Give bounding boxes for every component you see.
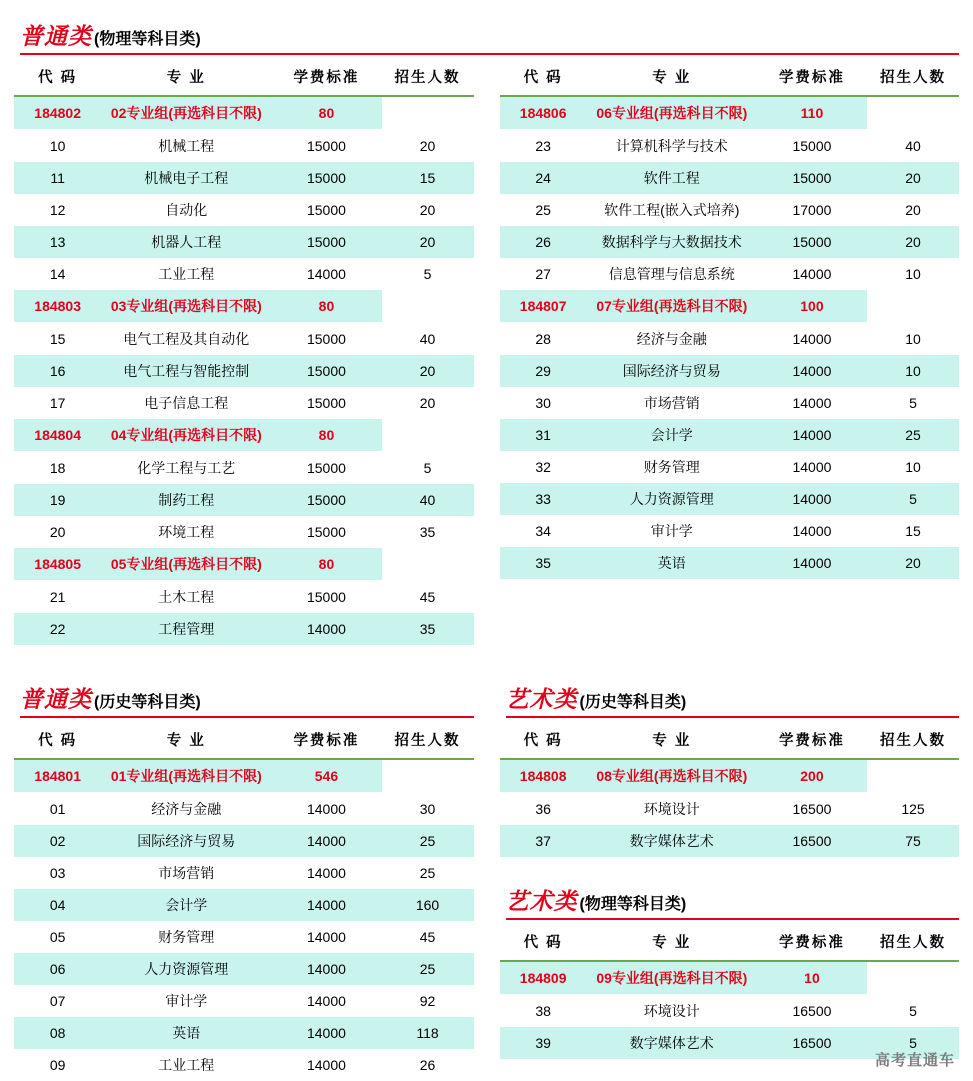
cell-major: 土木工程 — [101, 581, 271, 614]
cell-major: 经济与金融 — [587, 323, 757, 356]
cell-code: 23 — [500, 130, 587, 163]
cell-quota: 20 — [382, 226, 474, 258]
cell-major: 人力资源管理 — [587, 483, 757, 515]
cell-fee: 15000 — [271, 355, 381, 387]
cell-fee: 14000 — [271, 921, 381, 953]
cell-fee: 15000 — [271, 130, 381, 163]
cell-quota: 30 — [382, 793, 474, 826]
cell-quota: 25 — [382, 825, 474, 857]
cell-code: 12 — [14, 194, 101, 226]
cell-fee: 15000 — [271, 516, 381, 548]
group-row — [500, 290, 960, 323]
cell-major: 制药工程 — [101, 484, 271, 516]
major-table — [14, 59, 474, 645]
cell-major: 审计学 — [101, 985, 271, 1017]
cell-code: 03 — [14, 857, 101, 889]
table-row — [500, 130, 960, 163]
section-rule — [20, 53, 959, 55]
group-name: 01专业组(再选科目不限) — [101, 759, 271, 793]
cell-major: 电气工程及其自动化 — [101, 323, 271, 356]
group-code: 184801 — [14, 759, 101, 793]
group-row — [14, 759, 474, 793]
cell-major: 电子信息工程 — [101, 387, 271, 419]
table-row — [14, 484, 474, 516]
column-left — [14, 59, 474, 645]
group-code: 184809 — [500, 961, 587, 995]
header-fee: 学费标准 — [271, 59, 381, 96]
cell-code: 15 — [14, 323, 101, 356]
cell-code: 05 — [14, 921, 101, 953]
table-header-row — [500, 924, 960, 961]
cell-fee: 15000 — [271, 323, 381, 356]
cell-quota: 45 — [382, 921, 474, 953]
cell-quota: 40 — [382, 484, 474, 516]
table-row — [14, 387, 474, 419]
cell-code: 26 — [500, 226, 587, 258]
cell-quota: 10 — [867, 323, 959, 356]
cell-quota: 25 — [382, 857, 474, 889]
table-row — [14, 953, 474, 985]
cell-major: 数字媒体艺术 — [587, 825, 757, 857]
cell-code: 14 — [14, 258, 101, 290]
table-row — [14, 162, 474, 194]
group-row — [500, 759, 960, 793]
cell-code: 29 — [500, 355, 587, 387]
section-title-sub: (历史等科目类) — [94, 694, 201, 711]
cell-fee: 14000 — [271, 825, 381, 857]
cell-major: 软件工程(嵌入式培养) — [587, 194, 757, 226]
section-spacer — [14, 645, 959, 681]
cell-fee: 17000 — [757, 194, 867, 226]
group-code: 184806 — [500, 96, 587, 130]
table-row — [14, 452, 474, 485]
cell-quota: 15 — [382, 162, 474, 194]
cell-fee: 15000 — [271, 194, 381, 226]
table-row — [14, 857, 474, 889]
header-fee: 学费标准 — [757, 722, 867, 759]
header-major: 专 业 — [101, 722, 271, 759]
header-quota: 招生人数 — [382, 722, 474, 759]
cell-fee: 14000 — [271, 953, 381, 985]
group-quota: 80 — [271, 548, 381, 581]
table-row — [500, 323, 960, 356]
cell-quota: 5 — [867, 483, 959, 515]
cell-quota: 5 — [867, 387, 959, 419]
cell-major: 电气工程与智能控制 — [101, 355, 271, 387]
cell-major: 经济与金融 — [101, 793, 271, 826]
cell-code: 07 — [14, 985, 101, 1017]
group-name: 06专业组(再选科目不限) — [587, 96, 757, 130]
table-row — [14, 130, 474, 163]
major-table — [14, 722, 474, 1081]
table-header-row — [14, 722, 474, 759]
cell-code: 02 — [14, 825, 101, 857]
cell-fee: 14000 — [271, 793, 381, 826]
table-row — [500, 451, 960, 483]
table-row — [14, 889, 474, 921]
group-name: 05专业组(再选科目不限) — [101, 548, 271, 581]
cell-code: 13 — [14, 226, 101, 258]
column-right-bottom — [500, 681, 960, 1081]
cell-code: 39 — [500, 1027, 587, 1059]
header-major: 专 业 — [587, 59, 757, 96]
cell-code: 33 — [500, 483, 587, 515]
cell-major: 人力资源管理 — [101, 953, 271, 985]
group-row — [14, 96, 474, 130]
cell-major: 英语 — [587, 547, 757, 579]
cell-fee: 15000 — [271, 581, 381, 614]
cell-fee: 14000 — [271, 857, 381, 889]
table-row — [14, 825, 474, 857]
cell-code: 24 — [500, 162, 587, 194]
cell-major: 信息管理与信息系统 — [587, 258, 757, 290]
cell-quota: 25 — [867, 419, 959, 451]
section-title-sub: (物理等科目类) — [579, 896, 687, 913]
table-row — [500, 387, 960, 419]
table-header-row — [500, 722, 960, 759]
table-row — [14, 516, 474, 548]
cell-major: 环境设计 — [587, 995, 757, 1028]
cell-quota: 45 — [382, 581, 474, 614]
table-row — [500, 419, 960, 451]
cell-quota: 20 — [382, 130, 474, 163]
group-quota: 110 — [757, 96, 867, 130]
cell-quota: 35 — [382, 516, 474, 548]
cell-quota: 5 — [382, 258, 474, 290]
cell-quota: 40 — [382, 323, 474, 356]
cell-fee: 16500 — [757, 793, 867, 826]
header-fee: 学费标准 — [757, 59, 867, 96]
cell-major: 财务管理 — [101, 921, 271, 953]
cell-fee: 14000 — [757, 323, 867, 356]
cell-fee: 15000 — [271, 162, 381, 194]
cell-major: 机械工程 — [101, 130, 271, 163]
table-row — [14, 793, 474, 826]
cell-major: 环境设计 — [587, 793, 757, 826]
column-left-bottom — [14, 681, 474, 1081]
header-quota: 招生人数 — [867, 59, 959, 96]
section-heading — [500, 681, 960, 718]
cell-major: 计算机科学与技术 — [587, 130, 757, 163]
section-putong-wuli — [14, 18, 959, 645]
section-title-sub: (物理等科目类) — [94, 31, 201, 48]
cell-fee: 14000 — [757, 419, 867, 451]
group-quota: 546 — [271, 759, 381, 793]
cell-fee: 15000 — [757, 130, 867, 163]
group-quota: 100 — [757, 290, 867, 323]
cell-code: 01 — [14, 793, 101, 826]
table-row — [14, 985, 474, 1017]
header-major: 专 业 — [587, 722, 757, 759]
section-rule — [506, 716, 960, 718]
cell-code: 21 — [14, 581, 101, 614]
cell-major: 审计学 — [587, 515, 757, 547]
table-row — [500, 162, 960, 194]
cell-quota: 160 — [382, 889, 474, 921]
header-fee: 学费标准 — [757, 924, 867, 961]
cell-code: 27 — [500, 258, 587, 290]
cell-fee: 14000 — [757, 451, 867, 483]
cell-code: 32 — [500, 451, 587, 483]
two-column-layout — [14, 59, 959, 645]
cell-code: 38 — [500, 995, 587, 1028]
group-quota: 80 — [271, 96, 381, 130]
cell-major: 工业工程 — [101, 1049, 271, 1081]
cell-fee: 15000 — [757, 162, 867, 194]
cell-quota: 15 — [867, 515, 959, 547]
cell-code: 11 — [14, 162, 101, 194]
cell-fee: 14000 — [757, 547, 867, 579]
group-quota: 80 — [271, 290, 381, 323]
cell-code: 28 — [500, 323, 587, 356]
cell-major: 数据科学与大数据技术 — [587, 226, 757, 258]
table-row — [500, 226, 960, 258]
cell-major: 市场营销 — [101, 857, 271, 889]
cell-major: 工程管理 — [101, 613, 271, 645]
cell-code: 04 — [14, 889, 101, 921]
cell-code: 17 — [14, 387, 101, 419]
cell-code: 25 — [500, 194, 587, 226]
group-code: 184804 — [14, 419, 101, 452]
cell-code: 37 — [500, 825, 587, 857]
group-quota: 10 — [757, 961, 867, 995]
table-row — [500, 825, 960, 857]
cell-fee: 14000 — [271, 613, 381, 645]
cell-major: 自动化 — [101, 194, 271, 226]
cell-fee: 16500 — [757, 995, 867, 1028]
cell-quota: 20 — [382, 387, 474, 419]
group-row — [14, 419, 474, 452]
cell-quota: 20 — [382, 194, 474, 226]
group-quota: 80 — [271, 419, 381, 452]
cell-fee: 15000 — [271, 226, 381, 258]
group-code: 184803 — [14, 290, 101, 323]
table-row — [14, 323, 474, 356]
group-name: 08专业组(再选科目不限) — [587, 759, 757, 793]
table-row — [14, 1017, 474, 1049]
cell-fee: 15000 — [271, 387, 381, 419]
group-quota: 200 — [757, 759, 867, 793]
cell-quota: 20 — [867, 547, 959, 579]
cell-quota: 5 — [867, 1027, 959, 1059]
table-row — [500, 995, 960, 1028]
table-row — [500, 793, 960, 826]
group-code: 184802 — [14, 96, 101, 130]
cell-fee: 14000 — [757, 387, 867, 419]
section-rule — [20, 716, 474, 718]
header-code: 代 码 — [500, 924, 587, 961]
cell-code: 20 — [14, 516, 101, 548]
cell-major: 化学工程与工艺 — [101, 452, 271, 485]
cell-major: 机械电子工程 — [101, 162, 271, 194]
major-table — [500, 59, 960, 579]
cell-major: 软件工程 — [587, 162, 757, 194]
cell-major: 英语 — [101, 1017, 271, 1049]
cell-quota: 10 — [867, 258, 959, 290]
header-code: 代 码 — [14, 59, 101, 96]
cell-quota: 125 — [867, 793, 959, 826]
header-quota: 招生人数 — [867, 722, 959, 759]
cell-code: 35 — [500, 547, 587, 579]
table-row — [14, 226, 474, 258]
table-row — [14, 613, 474, 645]
cell-code: 16 — [14, 355, 101, 387]
cell-quota: 75 — [867, 825, 959, 857]
cell-code: 30 — [500, 387, 587, 419]
cell-code: 09 — [14, 1049, 101, 1081]
cell-code: 06 — [14, 953, 101, 985]
cell-fee: 14000 — [757, 483, 867, 515]
cell-quota: 118 — [382, 1017, 474, 1049]
cell-fee: 14000 — [757, 515, 867, 547]
cell-fee: 14000 — [271, 1049, 381, 1081]
cell-quota: 10 — [867, 451, 959, 483]
group-row — [500, 961, 960, 995]
bottom-two-column-layout — [14, 681, 959, 1081]
group-name: 02专业组(再选科目不限) — [101, 96, 271, 130]
column-right — [500, 59, 960, 645]
cell-quota: 10 — [867, 355, 959, 387]
group-name: 04专业组(再选科目不限) — [101, 419, 271, 452]
cell-major: 市场营销 — [587, 387, 757, 419]
table-header-row — [14, 59, 474, 96]
table-row — [14, 194, 474, 226]
cell-fee: 14000 — [271, 889, 381, 921]
group-name: 07专业组(再选科目不限) — [587, 290, 757, 323]
cell-major: 机器人工程 — [101, 226, 271, 258]
section-title-main: 艺术类 — [505, 889, 578, 915]
group-name: 09专业组(再选科目不限) — [587, 961, 757, 995]
header-major: 专 业 — [101, 59, 271, 96]
cell-quota: 20 — [382, 355, 474, 387]
cell-quota: 40 — [867, 130, 959, 163]
cell-quota: 20 — [867, 162, 959, 194]
section-heading — [500, 883, 960, 920]
cell-fee: 16500 — [757, 825, 867, 857]
header-code: 代 码 — [14, 722, 101, 759]
cell-major: 会计学 — [587, 419, 757, 451]
table-row — [500, 258, 960, 290]
cell-code: 22 — [14, 613, 101, 645]
section-heading — [14, 18, 959, 55]
section-title-sub: (历史等科目类) — [579, 694, 687, 711]
cell-code: 10 — [14, 130, 101, 163]
cell-fee: 16500 — [757, 1027, 867, 1059]
cell-code: 18 — [14, 452, 101, 485]
cell-code: 08 — [14, 1017, 101, 1049]
cell-code: 36 — [500, 793, 587, 826]
group-row — [500, 96, 960, 130]
cell-quota: 35 — [382, 613, 474, 645]
table-row — [500, 547, 960, 579]
table-row — [500, 483, 960, 515]
section-heading — [14, 681, 474, 718]
cell-fee: 14000 — [271, 258, 381, 290]
cell-major: 国际经济与贸易 — [587, 355, 757, 387]
table-row — [500, 515, 960, 547]
cell-quota: 20 — [867, 226, 959, 258]
header-quota: 招生人数 — [867, 924, 959, 961]
cell-code: 31 — [500, 419, 587, 451]
cell-fee: 15000 — [271, 484, 381, 516]
cell-major: 会计学 — [101, 889, 271, 921]
cell-quota: 5 — [382, 452, 474, 485]
cell-fee: 14000 — [271, 1017, 381, 1049]
cell-fee: 14000 — [757, 355, 867, 387]
cell-quota: 5 — [867, 995, 959, 1028]
cell-major: 工业工程 — [101, 258, 271, 290]
cell-quota: 20 — [867, 194, 959, 226]
section-title-main: 普通类 — [20, 24, 92, 50]
cell-fee: 15000 — [271, 452, 381, 485]
watermark-label: 高考直通车 — [874, 1052, 955, 1069]
cell-code: 19 — [14, 484, 101, 516]
header-major: 专 业 — [587, 924, 757, 961]
cell-major: 财务管理 — [587, 451, 757, 483]
table-row — [14, 258, 474, 290]
group-code: 184808 — [500, 759, 587, 793]
group-code: 184807 — [500, 290, 587, 323]
section-title-main: 普通类 — [20, 687, 92, 713]
table-row — [14, 1049, 474, 1081]
header-quota: 招生人数 — [382, 59, 474, 96]
cell-fee: 14000 — [271, 985, 381, 1017]
group-row — [14, 548, 474, 581]
group-code: 184805 — [14, 548, 101, 581]
section-rule — [506, 918, 960, 920]
table-row — [500, 194, 960, 226]
header-fee: 学费标准 — [271, 722, 381, 759]
cell-fee: 14000 — [757, 258, 867, 290]
section-spacer — [500, 857, 960, 883]
table-row — [500, 355, 960, 387]
table-header-row — [500, 59, 960, 96]
table-row — [14, 581, 474, 614]
cell-quota: 26 — [382, 1049, 474, 1081]
cell-quota: 25 — [382, 953, 474, 985]
header-code: 代 码 — [500, 722, 587, 759]
section-title-main: 艺术类 — [505, 687, 578, 713]
major-table — [500, 924, 960, 1059]
cell-code: 34 — [500, 515, 587, 547]
cell-major: 国际经济与贸易 — [101, 825, 271, 857]
cell-quota: 92 — [382, 985, 474, 1017]
header-code: 代 码 — [500, 59, 587, 96]
group-name: 03专业组(再选科目不限) — [101, 290, 271, 323]
table-row — [14, 355, 474, 387]
cell-major: 环境工程 — [101, 516, 271, 548]
major-table — [500, 722, 960, 857]
table-row — [14, 921, 474, 953]
cell-major: 数字媒体艺术 — [587, 1027, 757, 1059]
cell-fee: 15000 — [757, 226, 867, 258]
group-row — [14, 290, 474, 323]
